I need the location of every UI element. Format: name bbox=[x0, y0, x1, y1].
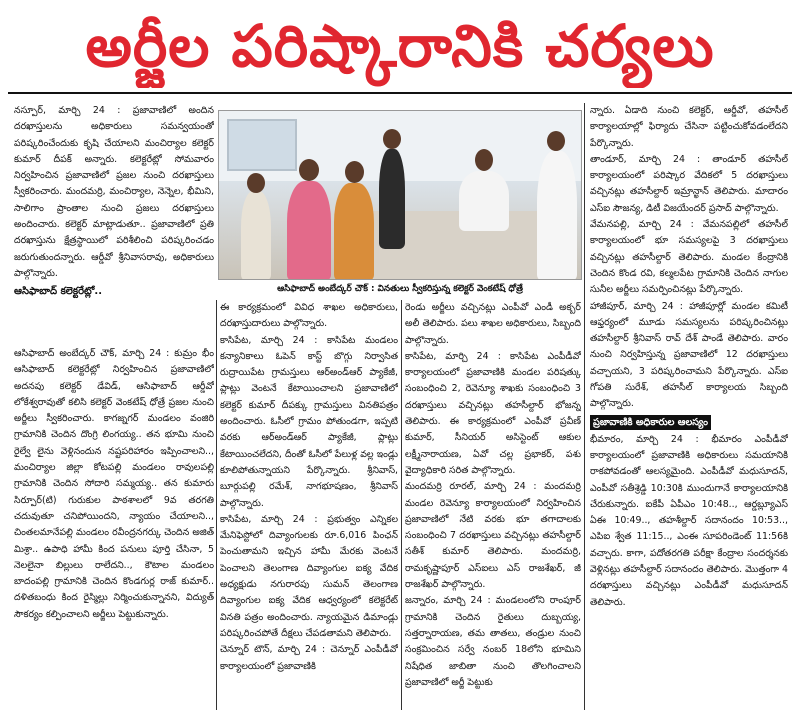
story-asifabad: ఆసిఫాబాద్ అంబేద్కర్ చౌక్, మార్చి 24 : కుమ్రం భీం ఆసిఫాబాద్ కలెక్టరేట్లో నిర్వహించిన ప్రజావాణిలో అదనపు కలెక్టర్ డేవిడ్, ఆసిఫాబాద్ ఆర్డీవో లోకేశ్వరావుతో కలిసి కలెక్టర్ వెంకటేష్ ధోత్రే ప్రజల నుంచి అర్జీలు స్వీకరించారు. కాగజ్నగర్ మండలం వంజిరి గ్రామానికి చెందిన దొంగ్రి లింగయ్య.. తన భూమి నుంచి రైల్వే లైను వెళ్లినందున నష్టపరిహారం ఇప్పించాలని.., మంచిర్యాల జిల్లా కోటపల్లి మండలం రావులపల్లి గ్రామానికి చెందిన సోదారి సమ్మయ్య.. తన కుమారు సిర్పూర్(టి) గురుకుల పాఠశాలలో 9వ తరగతి చదువుతూ చనిపోయిందని, న్యాయం చేయాలని.., చింతలమానేపల్లి మండలం రవీంద్రనగర్కు చెందిన అజిత్ మిశ్రా.. ఉపాధి హామీ కింద పనులు పూర్తి చేసినా, 5 నెలలైనా బిల్లులు రాలేదని.., కౌటాల మండలం బాదంపల్లి గ్రామానికి చెందిన కొండగుర్ల రాజ్ కుమార్.. దళితబంధు కింద రైస్మిల్లు నిర్మించుకున్నానని, విద్యుత్ సౌకర్యం కల్పించాలని అర్జీలు పెట్టుకున్నారు. bbox=[14, 348, 214, 620]
story-kasipet-1: కాసిపేట, మార్చి 24 : కాసిపేట మండలం కన్యానికాలు ఓపెన్ కాస్ట్ బొగ్గు నిర్వాసిత రుద్రాయిపేట గ్రామస్తులు ఆర్అండ్ఆర్ ప్యాకేజీ, ప్లాట్లు వెంటనే కేటాయించాలని ప్రజావాణిలో కలెక్టర్ కుమార్ దీపక్కు గ్రామస్తులు వినతిపత్రం అందించారు. ఓసీలో గ్రామం పోతుండగా, ఇప్పటి వరకు ఆర్అండ్ఆర్ ప్యాకేజీ, ప్లాట్లు కేటాయించలేదని, దీంతో ఓసీలో పేలుళ్ల వల్ల ఇండ్లు కూలిపోతున్నాయని పేర్కొన్నారు. శ్రీనివాస్, బూర్గుపల్లి రమేశ్, నాగభూషణం, శ్రీనివాస్ పాల్గొన్నారు. bbox=[220, 334, 398, 509]
photo-window bbox=[227, 119, 297, 171]
column-divider bbox=[216, 300, 217, 710]
story-mandamarri: మందమర్రి రూరల్, మార్చి 24 : మందమర్రి మండల రెవెన్యూ కార్యాలయంలో నిర్వహించిన ప్రజావాణిలో నేటి వరకు భూ తగాదాలకు సంబంధించి 7 దరఖాస్తులు వచ్చినట్లు తహసీల్దార్ సతీశ్ కుమార్ తెలిపారు. మందమర్రి, రామకృష్ణాపూర్ ఎస్ఐలు ఎస్ రాజశేఖర్, జీ రాజశేఖర్ పాల్గొన్నారు. bbox=[405, 481, 581, 591]
person-head bbox=[345, 161, 364, 183]
person-head bbox=[547, 131, 565, 151]
story-chennur-cont: రెండు అర్జీలు వచ్చినట్లు ఎంపీవో ఎండీ అక్బర్ అలీ తెలిపారు. పలు శాఖల అధికారులు, సిబ్బంది పాల్గొన్నారు. bbox=[405, 302, 581, 346]
person-head bbox=[383, 129, 401, 149]
photo-caption: ఆసిఫాబాద్ అంబేద్కర్ చౌక్ : వినతులు స్వీకరిస్తున్న కలెక్టర్ వెంకటేష్ ధోత్రే bbox=[218, 281, 582, 297]
story-tandur: తాండూర్, మార్చి 24 : తాండూర్ తహసీల్ కార్యాలయంలో పరిష్కార వేదికలో 5 దరఖాస్తులు వచ్చినట్లు తహసీల్దార్ ఇమ్రాన్ఖాన్ తెలిపారు. మాదారం ఎస్ఐ సౌజన్య, డిటీ విజయేందర్ ప్రసాద్ పాల్గొన్నారు. bbox=[590, 153, 788, 214]
person-figure bbox=[287, 181, 331, 280]
column-2 bbox=[220, 300, 398, 710]
story-program: ఈ కార్యక్రమంలో వివిధ శాఖల అధికారులు, దరఖాస్తుదారులు పాల్గొన్నారు. bbox=[220, 302, 398, 330]
story-kasipet-2: కాసిపేట, మార్చి 24 : ప్రభుత్వం ఎన్నికల మేనిఫెస్టోలో దివ్యాంగులకు రూ.6,016 పింఛన్ పెంచుతామని ఇచ్చిన హామీ మేరకు వెంటనే పెంచాలని తెలంగాణ దివ్యాంగుల ఐక్య వేదిక అధ్యక్షుడు నగురారపు సుమన్ తెలంగాణ దివ్యాంగుల ఐక్య వేదిక ఆధ్వర్యంలో కలెక్టరేట్ వినతి పత్రం అందించారు. న్యాయమైన డిమాండ్లు పరిష్కరించపోతే దీక్షలు చేపడతామని తెలిపారు. bbox=[220, 513, 398, 639]
headline: అర్జీల పరిష్కారానికి చర్యలు bbox=[85, 12, 715, 80]
story-bheemaram: భీమారం, మార్చి 24 : భీమారం ఎంపీడీవో కార్యాలయంలో ప్రజావాణికి అధికారులు సమయానికి రాకపోవడంతో ఆలస్యమైంది. ఎంపీడీవో మధుసూదన్, ఎంపీవో సతీశ్రెడ్డి 10:30కి ముందుగానే కార్యాలయానికి చేరుకున్నారు. ఐకేపీ ఏపీఎం 10:48.., ఆర్డబ్ల్యూఎస్ ఏఈ 10:49.., తహశీల్దార్ సదానందం 10:53.., ఎపిఐ శ్వేత 11:15.., ఎంఈ సూపరిండెంట్ 11:56కి వచ్చారు. కాగా, పదోతరగతి పరీక్షా కేంద్రాల సందర్శనకు వెళ్లినట్లు తహసీల్దార్ సదానందం తెలిపారు. మొత్తంగా 4 దరఖాస్తులు వచ్చినట్లు ఎంపీడీవో మధుసూదన్ తెలిపారు. bbox=[590, 433, 788, 608]
story-jannaram-cont: న్నారు. ఏడాది నుంచి కలెక్టర్, ఆర్డీవో, తహసీల్ కార్యాలయాల్లో ఫిర్యాదు చేసినా పట్టించుకోవడంలేదని పేర్కొన్నారు. bbox=[590, 105, 788, 149]
news-photo bbox=[218, 110, 582, 280]
headline-rule bbox=[8, 92, 792, 94]
subhead-asifabad: ఆసిఫాబాద్ కలెక్టరేట్లో.. bbox=[14, 286, 103, 298]
column-4 bbox=[590, 103, 788, 710]
column-1-top bbox=[14, 103, 214, 340]
story-hajipur: హాజీపూర్, మార్చి 24 : హాజీపూర్లో మండల కమిటీ ఆఫ్తర్యంలో మూడు సమస్యలను పరిష్కరించినట్లు తహసీల్దార్ శ్రీనివాస్ రావ్ దేశ్ పాండే తెలిపారు. వారం నుంచి నిర్వహిస్తున్న ప్రజావాణిలో 12 దరఖాస్తులు వచ్చాయని, 3 పరిష్కరించామని పేర్కొన్నారు. ఎస్ఐ గోపతి సురేశ్, తహసీల్ కార్యాలయ సిబ్బంది పాల్గొన్నారు. bbox=[590, 300, 788, 410]
person-figure bbox=[459, 171, 509, 231]
person-figure bbox=[241, 191, 271, 280]
column-divider bbox=[401, 300, 402, 710]
person-head bbox=[475, 149, 493, 171]
column-divider bbox=[584, 103, 585, 710]
story-chennur: చెన్నూర్ టౌన్, మార్చి 24 : చెన్నూర్ ఎంపీడీవో కార్యాలయంలో ప్రజావాణికి bbox=[220, 644, 398, 672]
story-vemanapalli: వేమనపల్లి, మార్చి 24 : వేమనపల్లిలో తహసీల్ కార్యాలయంలో భూ సమస్యలపై 3 దరఖాస్తులు వచ్చినట్లు తహసీల్దార్ తెలిపారు. మండల కేంద్రానికి చెందిన కొండ రవి, కల్మలపేట గ్రామానికి చెందిన నాగుల సునీల అర్జీలు సమర్పించినట్లు పేర్కొన్నారు. bbox=[590, 219, 788, 296]
story-kasipet-3: కాసిపేట, మార్చి 24 : కాసిపేట ఎంపీడీవో కార్యాలయంలో ప్రజావాణికి మండల పరిషత్కు సంబంధించి 2, రెవెన్యూ శాఖకు సంబంధించి 3 దరఖాస్తులు వచ్చినట్లు తహసీల్దార్ భోజన్న తెలిపారు. ఈ కార్యక్రమంలో ఎంపీవో ప్రవీణ్ కుమార్, సీనియర్ అసిస్టెంట్ ఆకుల లక్ష్మీనారాయణ, ఏవో చల్ల ప్రభాకర్, పశు వైద్యాధికారి సరిత పాల్గొన్నారు. bbox=[405, 350, 581, 476]
person-figure bbox=[379, 149, 405, 249]
story-naspur: నస్పూర్, మార్చి 24 : ప్రజావాణిలో అందిన దరఖాస్తులను అధికారులు సమన్వయంతో పరిష్కరించేందుకు కృషి చేయాలని మంచిర్యాల కలెక్టర్ కుమార్ దీపక్ అన్నారు. కలెక్టరేట్లో సోమవారం నిర్వహించిన ప్రజావాణిలో ప్రజల నుంచి దరఖాస్తులు స్వీకరించారు. మందమర్రి, మంచిర్యాల, నెన్నెల, భీమిని, సాలిగాం ప్రాంతాల నుంచి ప్రజలు దరఖాస్తులు అందించారు. కలెక్టర్ మాట్లాడుతూ.. ప్రజావాణిలో ప్రతి దరఖాస్తును క్షేత్రస్థాయిలో పరిశీలించి పరిష్కరించడం జరుగుతుందన్నారు. ఆర్డీవో శ్రీనివాసరావు, అధికారులు పాల్గొన్నారు. bbox=[14, 105, 214, 279]
story-jannaram: జన్నారం, మార్చి 24 : మండలంలోని రాంపూర్ గ్రామానికి చెందిన రైతులు దుబ్బయ్య, సత్తర్నారాయణ, తమ తాతలు, తండ్రుల నుంచి సంక్రమించిన సర్వే నంబర్ 18లోని భూమిని నిషేధిత జాబితా నుంచి తొలగించాలని ప్రజావాణిలో అర్జీ పెట్టుకు bbox=[405, 595, 581, 688]
column-3 bbox=[405, 300, 581, 710]
person-head bbox=[299, 159, 319, 181]
person-figure bbox=[537, 151, 577, 280]
person-head bbox=[247, 173, 265, 193]
column-1-bottom bbox=[14, 346, 214, 710]
subhead-officials-late: ప్రజావాణికి అధికారుల ఆలస్యం bbox=[590, 415, 711, 430]
person-figure bbox=[334, 183, 374, 280]
